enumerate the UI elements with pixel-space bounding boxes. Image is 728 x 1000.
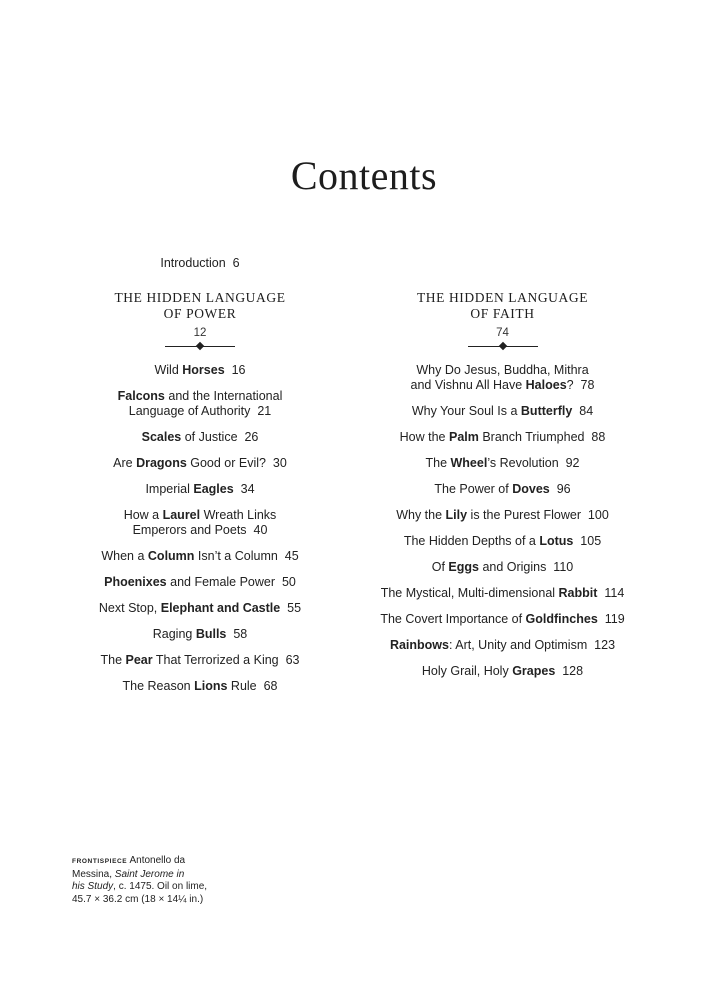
entry-keyword: Rabbit [558,586,598,600]
section-page-number: 74 [496,327,509,339]
toc-entry[interactable] [365,430,640,445]
entry-text: 55 [280,601,302,615]
toc-entry[interactable] [95,653,305,668]
intro-label: Introduction [160,256,226,270]
entry-text: When a [101,549,148,563]
section-title-line: THE HIDDEN LANGUAGE [114,290,286,305]
entry-text: Good or Evil? 30 [186,456,287,470]
entry-text: 119 [597,612,625,626]
entry-keyword: Laurel [162,508,201,522]
entry-text: 128 [555,664,584,678]
toc-entry[interactable] [95,575,305,590]
entry-text: is the Purest Flower 100 [467,508,609,522]
toc-entry[interactable] [95,430,305,445]
entry-text: The Reason [122,679,195,693]
entry-text: Raging [152,627,196,641]
section-divider [165,342,235,351]
entry-keyword: Palm [448,430,479,444]
entry-text: 84 [572,404,594,418]
entry-text: The [425,456,451,470]
caption-artwork-title: Saint Jerome in [114,868,185,880]
toc-entry[interactable] [95,627,305,642]
entry-text: How the [399,430,449,444]
toc-entries-power [95,363,305,694]
entry-keyword: Grapes [512,664,556,678]
section-title-line: OF FAITH [470,306,535,321]
toc-entry[interactable] [95,508,305,538]
entry-keyword: Horses [182,363,225,377]
caption-text: Antonello da [127,855,186,866]
entry-keyword: Elephant and Castle [160,601,281,615]
caption-label: FRONTISPIECE [72,858,128,865]
entry-keyword: Doves [512,482,550,496]
entry-text: Why the [396,508,446,522]
entry-keyword: Column [147,549,195,563]
entry-text: Language of Authority 21 [128,404,272,418]
entry-text: Emperors and Poets 40 [132,523,268,537]
entry-text: and Vishnu All Have [410,378,526,392]
entry-keyword: Scales [141,430,182,444]
entry-text: 105 [573,534,602,548]
page-title: Contents [290,152,438,198]
toc-entry[interactable] [95,363,305,378]
caption-text: , c. 1475. Oil on lime, [113,881,208,892]
section-title-line: THE HIDDEN LANGUAGE [416,290,589,305]
caption-text: Messina, [72,868,115,880]
entry-text: The Power of [434,482,513,496]
entry-keyword: Lions [194,679,228,693]
entry-text: Imperial [145,482,194,496]
entry-text: ’s Revolution 92 [487,456,580,470]
entry-keyword: Phoenixes [104,575,167,589]
entry-keyword: Bulls [195,627,227,641]
entry-text: The [100,653,126,667]
caption-dimensions: 45.7 × 36.2 cm (18 × 14¼ in.) [72,893,204,905]
entry-text: : Art, Unity and Optimism 123 [449,638,616,652]
entry-text: 58 [226,627,248,641]
entry-text: Wild [154,363,183,377]
toc-entry[interactable] [365,508,640,523]
entry-text: Wreath Links [200,508,277,522]
entry-keyword: Dragons [136,456,187,470]
entry-text: That Terrorized a King 63 [152,653,300,667]
entry-text: The Hidden Depths of a [403,534,540,548]
entry-text: 34 [233,482,255,496]
entry-keyword: Rainbows [389,638,449,652]
entry-text: Next Stop, [98,601,161,615]
entry-keyword: Eggs [448,560,479,574]
section-page-number: 12 [193,327,207,339]
entry-text: Branch Triumphed 88 [478,430,606,444]
toc-entry[interactable] [365,638,640,653]
entry-text: Why Do Jesus, Buddha, Mithra [416,363,589,377]
toc-entry[interactable] [365,664,640,679]
entry-text: 114 [597,586,625,600]
entry-keyword: Goldfinches [525,612,598,626]
toc-entry[interactable] [365,560,640,575]
toc-entry[interactable] [365,404,640,419]
toc-entry[interactable] [365,534,640,549]
caption-artwork-title: his Study [72,881,114,892]
toc-entry[interactable] [95,549,305,564]
section-title [365,290,640,322]
entry-text: 16 [224,363,246,377]
toc-entry[interactable] [95,601,305,616]
entry-text: Rule 68 [227,679,278,693]
entry-keyword: Haloes [525,378,567,392]
intro-page: 6 [232,256,240,270]
toc-entry[interactable] [365,482,640,497]
entry-text: and the International [164,389,283,403]
entry-text: How a [123,508,163,522]
entry-keyword: Pear [125,653,153,667]
entry-keyword: Lotus [539,534,574,548]
entry-text: ? 78 [566,378,595,392]
entry-text: Are [113,456,137,470]
toc-entry[interactable] [365,586,640,601]
entry-text: Isn’t a Column 45 [194,549,299,563]
entry-text: Why Your Soul Is a [411,404,521,418]
toc-entry[interactable] [95,482,305,497]
frontispiece-caption [72,855,237,906]
entry-text: The Mystical, Multi-dimensional [380,586,559,600]
entry-text: of Justice 26 [181,430,259,444]
entry-keyword: Wheel [450,456,488,470]
section-power [95,290,305,705]
entry-text: and Female Power 50 [166,575,296,589]
entry-keyword: Falcons [117,389,165,403]
toc-entries-faith [365,363,640,679]
entry-text: and Origins 110 [478,560,574,574]
entry-keyword: Eagles [193,482,234,496]
toc-entry[interactable] [95,456,305,471]
toc-entry[interactable] [95,389,305,419]
toc-intro-entry[interactable] [100,256,300,270]
toc-entry[interactable] [95,679,305,694]
entry-keyword: Butterfly [520,404,573,418]
section-title [95,290,305,322]
section-divider [468,342,538,351]
toc-entry[interactable] [365,456,640,471]
section-faith [365,290,640,690]
entry-text: Of [431,560,449,574]
section-title-line: OF POWER [163,306,237,321]
toc-entry[interactable] [365,363,640,393]
entry-text: 96 [549,482,571,496]
entry-keyword: Lily [445,508,468,522]
toc-entry[interactable] [365,612,640,627]
entry-text: Holy Grail, Holy [421,664,513,678]
entry-text: The Covert Importance of [380,612,526,626]
